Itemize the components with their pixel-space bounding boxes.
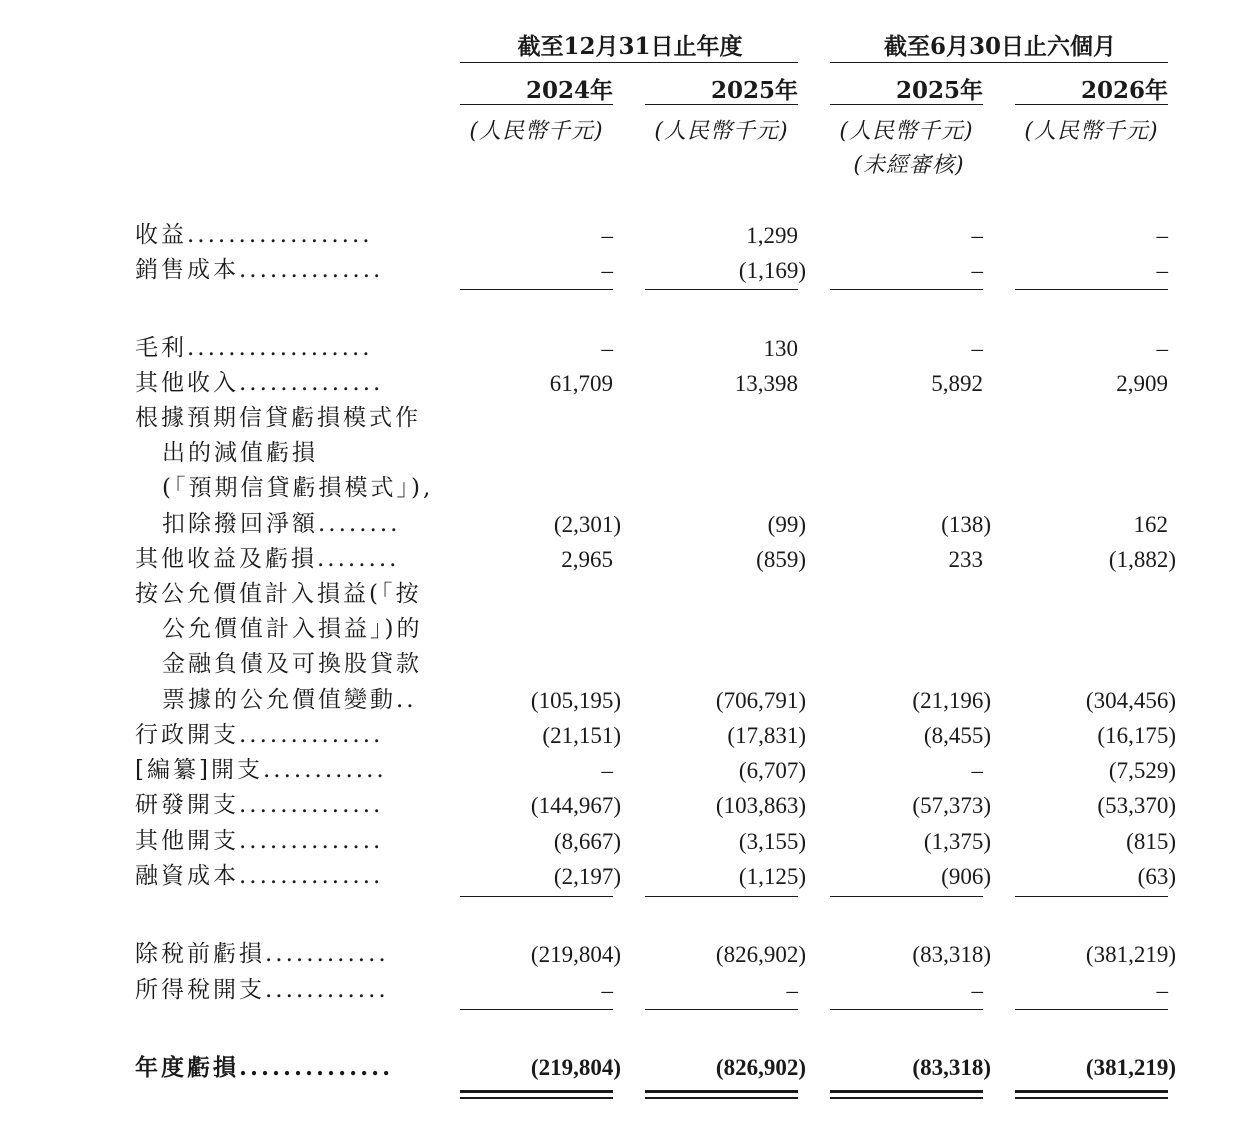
cell-r0-c1: 1,299 [746, 223, 798, 248]
cell-r13-c0: – [601, 978, 613, 1003]
double-rule-bottom-col-2 [830, 1097, 983, 1099]
header-group-fiscal-year: 截至12月31日止年度 [517, 33, 743, 60]
cell-r7-c1: (17,831) [727, 723, 806, 748]
double-rule-bottom-col-0 [460, 1097, 613, 1099]
header-group-six-months: 截至6月30日止六個月 [883, 33, 1116, 60]
row-label-fvtpl-line1: 按公允價值計入損益(「按 [135, 581, 422, 607]
rule-1-col-0 [460, 896, 613, 897]
cell-r14-c0: (219,804) [530, 1055, 621, 1080]
row-label-income-tax: 所得稅開支............ [135, 977, 389, 1003]
cell-r9-c2: (57,373) [912, 793, 991, 818]
cell-r7-c2: (8,455) [923, 723, 991, 748]
cell-r7-c0: (21,151) [542, 723, 621, 748]
row-label-other-expenses: 其他開支.............. [135, 828, 384, 854]
cell-r2-c2: – [971, 336, 983, 361]
cell-r11-c0: (2,197) [553, 864, 621, 889]
cell-r13-c2: – [971, 978, 983, 1003]
cell-r0-c3: – [1156, 223, 1168, 248]
cell-r0-c0: – [601, 223, 613, 248]
cell-r9-c0: (144,967) [530, 793, 621, 818]
cell-r3-c1: 13,398 [734, 371, 798, 396]
cell-r1-c3: – [1156, 258, 1168, 283]
row-label-other-gains: 其他收益及虧損........ [135, 546, 400, 572]
col-unit-2: (人民幣千元) [654, 119, 789, 144]
cell-r3-c0: 61,709 [549, 371, 613, 396]
cell-r9-c3: (53,370) [1097, 793, 1176, 818]
rule-2-col-2 [830, 1009, 983, 1010]
header-rule-six-months [830, 62, 1168, 63]
cell-r4-c2: (138) [941, 512, 991, 537]
year-rule-2 [645, 104, 798, 105]
year-rule-1 [460, 104, 613, 105]
row-label-loss-before-tax: 除稅前虧損............ [135, 941, 389, 967]
col-year-2025-h1: 2025年 [895, 77, 983, 104]
double-rule-top-col-0 [460, 1090, 613, 1093]
cell-r14-c2: (83,318) [912, 1055, 991, 1080]
cell-r11-c3: (63) [1137, 864, 1176, 889]
cell-r1-c0: – [601, 258, 613, 283]
cell-r2-c0: – [601, 336, 613, 361]
cell-r1-c1: (1,169) [738, 258, 806, 283]
row-label-fvtpl-line4: 票據的公允價值變動.. [162, 687, 417, 713]
cell-r10-c3: (815) [1126, 829, 1176, 854]
cell-r10-c0: (8,667) [553, 829, 621, 854]
cell-r2-c1: 130 [763, 336, 798, 361]
cell-r11-c2: (906) [941, 864, 991, 889]
row-label-fvtpl-line2: 公允價值計入損益」)的 [162, 616, 423, 642]
row-label-ecl-line2: 出的減值虧損 [162, 440, 318, 466]
col-unaudited-3: (未經審核) [853, 153, 965, 178]
cell-r5-c0: 2,965 [561, 547, 613, 572]
cell-r12-c2: (83,318) [912, 942, 991, 967]
row-label-gross-profit: 毛利.................. [135, 335, 373, 361]
cell-r14-c1: (826,902) [715, 1055, 806, 1080]
col-year-2025: 2025年 [710, 77, 798, 104]
rule-1-col-3 [1015, 896, 1168, 897]
rule-1-col-1 [645, 896, 798, 897]
header-rule-fiscal-year [460, 62, 798, 63]
rule-0-col-1 [645, 289, 798, 290]
col-unit-3: (人民幣千元) [839, 119, 974, 144]
year-rule-3 [830, 104, 983, 105]
double-rule-top-col-2 [830, 1090, 983, 1093]
double-rule-bottom-col-3 [1015, 1097, 1168, 1099]
rule-2-col-1 [645, 1009, 798, 1010]
cell-r12-c3: (381,219) [1085, 942, 1176, 967]
cell-r4-c3: 162 [1133, 512, 1168, 537]
cell-r3-c2: 5,892 [931, 371, 983, 396]
row-label-revenue: 收益.................. [135, 222, 373, 248]
cell-r8-c3: (7,529) [1108, 758, 1176, 783]
cell-r6-c3: (304,456) [1085, 688, 1176, 713]
cell-r6-c2: (21,196) [912, 688, 991, 713]
cell-r0-c2: – [971, 223, 983, 248]
cell-r6-c1: (706,791) [715, 688, 806, 713]
cell-r7-c3: (16,175) [1097, 723, 1176, 748]
cell-r9-c1: (103,863) [715, 793, 806, 818]
row-label-fvtpl-line3: 金融負債及可換股貸款 [162, 651, 422, 677]
row-label-other-income: 其他收入.............. [135, 370, 384, 396]
cell-r10-c1: (3,155) [738, 829, 806, 854]
cell-r13-c3: – [1156, 978, 1168, 1003]
cell-r3-c3: 2,909 [1116, 371, 1168, 396]
cell-r5-c2: 233 [948, 547, 983, 572]
rule-0-col-2 [830, 289, 983, 290]
col-unit-1: (人民幣千元) [469, 119, 604, 144]
col-year-2024: 2024年 [525, 77, 613, 104]
col-unit-4: (人民幣千元) [1024, 119, 1159, 144]
cell-r4-c1: (99) [767, 512, 806, 537]
cell-r8-c0: – [601, 758, 613, 783]
row-label-ecl-line3: (「預期信貸虧損模式」), [162, 475, 434, 501]
row-label-rnd-expenses: 研發開支.............. [135, 792, 384, 818]
rule-0-col-0 [460, 289, 613, 290]
row-label-admin-expenses: 行政開支.............. [135, 722, 384, 748]
cell-r10-c2: (1,375) [923, 829, 991, 854]
cell-r1-c2: – [971, 258, 983, 283]
cell-r8-c2: – [971, 758, 983, 783]
row-label-cost-of-sales: 銷售成本.............. [135, 257, 384, 283]
cell-r12-c0: (219,804) [530, 942, 621, 967]
rule-0-col-3 [1015, 289, 1168, 290]
rule-1-col-2 [830, 896, 983, 897]
double-rule-top-col-1 [645, 1090, 798, 1093]
cell-r14-c3: (381,219) [1085, 1055, 1176, 1080]
rule-2-col-0 [460, 1009, 613, 1010]
rule-2-col-3 [1015, 1009, 1168, 1010]
cell-r8-c1: (6,707) [738, 758, 806, 783]
row-label-loss-for-year: 年度虧損.............. [135, 1054, 394, 1081]
cell-r13-c1: – [786, 978, 798, 1003]
cell-r11-c1: (1,125) [738, 864, 806, 889]
cell-r5-c1: (859) [756, 547, 806, 572]
cell-r6-c0: (105,195) [530, 688, 621, 713]
cell-r5-c3: (1,882) [1108, 547, 1176, 572]
cell-r4-c0: (2,301) [553, 512, 621, 537]
double-rule-top-col-3 [1015, 1090, 1168, 1093]
row-label-finance-costs: 融資成本.............. [135, 863, 384, 889]
row-label-ecl-line1: 根據預期信貸虧損模式作 [135, 405, 421, 431]
col-year-2026-h1: 2026年 [1080, 77, 1168, 104]
cell-r2-c3: – [1156, 336, 1168, 361]
row-label-listing-expenses: [編纂]開支............ [135, 757, 387, 783]
year-rule-4 [1015, 104, 1168, 105]
double-rule-bottom-col-1 [645, 1097, 798, 1099]
row-label-ecl-line4: 扣除撥回淨額........ [162, 511, 401, 537]
cell-r12-c1: (826,902) [715, 942, 806, 967]
